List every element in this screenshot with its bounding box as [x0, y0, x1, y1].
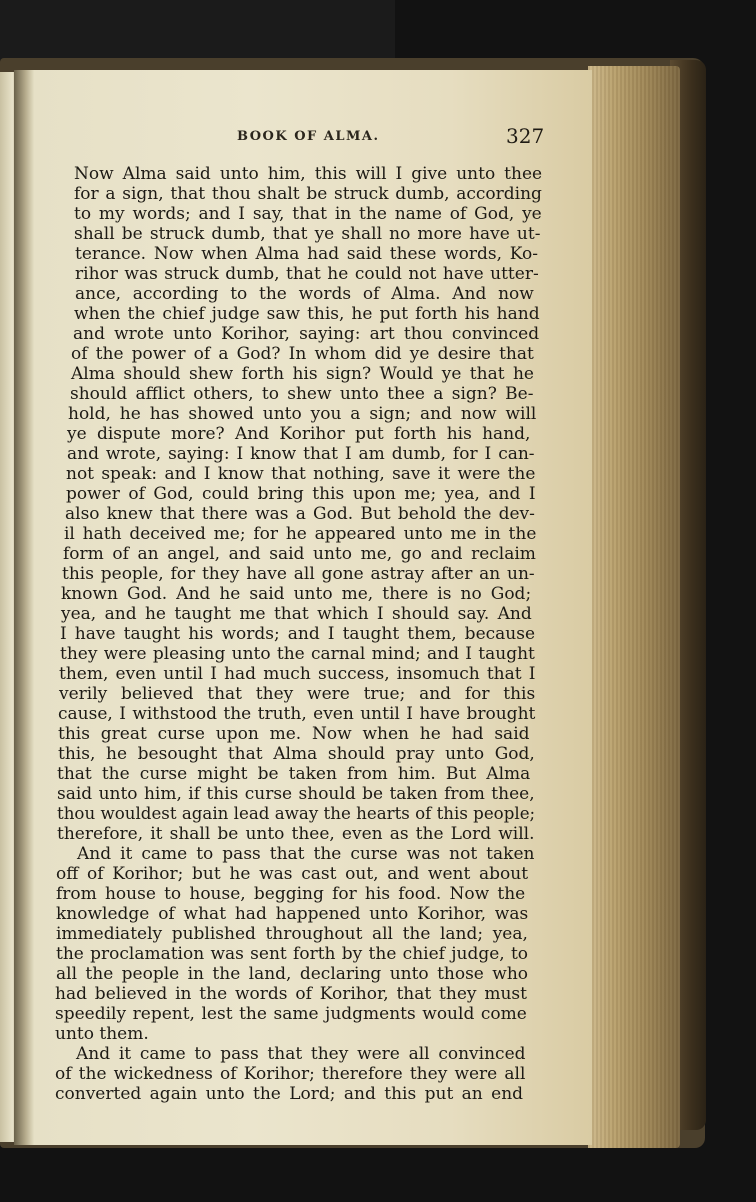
text-line: this great curse upon me. Now when he had said	[58, 724, 530, 744]
text-line: them, even until I had much success, insomuch that I	[59, 664, 536, 684]
text-line: from house to house, begging for his food. Now the	[56, 884, 526, 904]
text-line: il hath deceived me; for he appeared unto me in the	[64, 524, 537, 544]
text-line: form of an angel, and said unto me, go and reclaim	[63, 544, 536, 564]
text-line: yea, and he taught me that which I should say. And	[61, 604, 532, 624]
text-line: shall be struck dumb, that ye shall no more have ut-	[74, 224, 541, 244]
text-line: And it came to pass that they were all convinced	[76, 1044, 526, 1064]
text-line: when the chief judge saw this, he put forth his hand	[74, 304, 540, 324]
text-line: not speak: and I know that nothing, save it were the	[66, 464, 536, 484]
page-header	[0, 124, 756, 148]
page-fore-edge	[588, 66, 680, 1148]
text-line: hold, he has showed unto you a sign; and now will	[68, 404, 537, 424]
background-shadow	[0, 0, 395, 60]
text-line: ance, according to the words of Alma. And now	[75, 284, 534, 304]
text-line: to my words; and I say, that in the name of God, ye	[74, 204, 542, 224]
text-line: converted again unto the Lord; and this put an end	[55, 1084, 524, 1104]
text-line: known God. And he said unto me, there is no God;	[61, 584, 532, 604]
text-line: and wrote, saying: I know that I am dumb, for I can-	[67, 444, 535, 464]
text-line: terance. Now when Alma had said these words, Ko-	[75, 244, 539, 264]
page-number: 327	[506, 124, 545, 148]
text-line: had believed in the words of Korihor, that they must	[55, 984, 527, 1004]
text-line: this, he besought that Alma should pray unto God,	[58, 744, 535, 764]
text-line: of the wickedness of Korihor; therefore they were all	[55, 1064, 526, 1084]
text-line: they were pleasing unto the carnal mind; and I taught	[60, 644, 535, 664]
text-line: immediately published throughout all the land; yea,	[56, 924, 528, 944]
text-line: and wrote unto Korihor, saying: art thou convinced	[73, 324, 540, 344]
text-line: thou wouldest again lead away the hearts of this people;	[57, 804, 536, 824]
text-line: the proclamation was sent forth by the chief judge, to	[56, 944, 529, 964]
text-line: said unto him, if this curse should be taken from thee,	[57, 784, 535, 804]
text-line: of the power of a God? In whom did ye desire that	[71, 344, 534, 364]
text-line: also knew that there was a God. But behold the dev-	[65, 504, 535, 524]
page-gutter	[14, 70, 34, 1145]
running-head: BOOK OF ALMA.	[237, 129, 380, 144]
text-line: ye dispute more? And Korihor put forth his hand,	[67, 424, 531, 444]
text-line: for a sign, that thou shalt be struck dumb, according	[74, 184, 542, 204]
text-line: unto them.	[55, 1024, 149, 1044]
text-line: Now Alma said unto him, this will I give unto thee	[74, 164, 543, 184]
text-line: therefore, it shall be unto thee, even as the Lord will.	[57, 824, 535, 844]
text-line: power of God, could bring this upon me; yea, and I	[66, 484, 536, 504]
text-line: this people, for they have all gone astray after an un-	[62, 564, 535, 584]
text-line: speedily repent, lest the same judgments would come	[55, 1004, 527, 1024]
text-line: I have taught his words; and I taught them, because	[60, 624, 536, 644]
text-line: rihor was struck dumb, that he could not have utter-	[75, 264, 539, 284]
text-line: cause, I withstood the truth, even until I have brought	[58, 704, 536, 724]
text-line: verily believed that they were true; and for this	[59, 684, 536, 704]
text-line: Alma should shew forth his sign? Would ye that he	[71, 364, 534, 384]
text-line: And it came to pass that the curse was not taken	[77, 844, 535, 864]
text-line: knowledge of what had happened unto Korihor, was	[56, 904, 529, 924]
text-line: off of Korihor; but he was cast out, and went about	[56, 864, 529, 884]
text-line: should afflict others, to shew unto thee a sign? Be-	[70, 384, 534, 404]
text-line: that the curse might be taken from him. But Alma	[57, 764, 531, 784]
text-line: all the people in the land, declaring unto those who	[56, 964, 529, 984]
